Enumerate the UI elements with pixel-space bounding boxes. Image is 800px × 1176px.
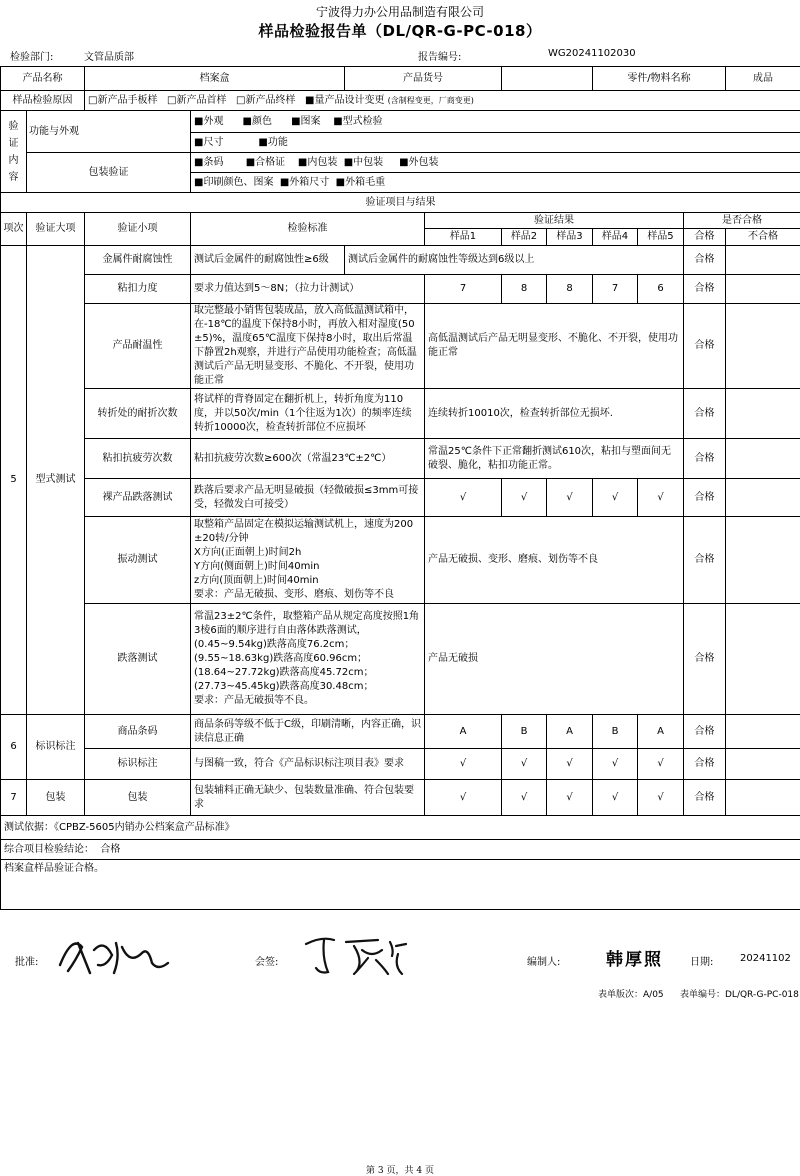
row-pass: 合格 xyxy=(684,715,726,749)
reason-opt-design-change: ■量产品设计变更 xyxy=(305,94,385,106)
row-standard: 将试样的背脊固定在翻折机上，转折角度为110度，并以50次/min（1个往返为1次）的频率连续转折10000次，检查转折部位不应损坏 xyxy=(191,389,425,439)
header-row-1 xyxy=(1,213,800,229)
row-sample-4: √ xyxy=(593,749,638,780)
row-sample-5: √ xyxy=(638,749,684,780)
product-code-value xyxy=(502,67,593,91)
row-pass: 合格 xyxy=(684,275,726,304)
group-seq-5: 5 xyxy=(1,246,27,715)
row-pass: 合格 xyxy=(684,604,726,715)
row-fail xyxy=(726,715,800,749)
row-standard: 要求力值达到5～8N；（拉力计测试） xyxy=(191,275,425,304)
row-minor: 标识标注 xyxy=(85,749,191,780)
row-standard: 测试后金属件的耐腐蚀性≥6级 xyxy=(191,246,345,275)
row-sample-3: √ xyxy=(547,749,593,780)
row-fail xyxy=(726,604,800,715)
conclusion-value: 合格 xyxy=(100,843,121,855)
results-title: 验证项目与结果 xyxy=(1,193,800,213)
row-sample-2: B xyxy=(502,715,547,749)
date-value: 20241102 xyxy=(740,953,791,964)
row-minor: 裸产品跌落测试 xyxy=(85,479,191,517)
conclusion-label: 综合项目检验结论： xyxy=(4,843,94,855)
row-sample-5: 6 xyxy=(638,275,684,304)
row-result-text: 产品无破损、变形、磨痕、划伤等不良 xyxy=(425,517,684,604)
row-sample-4: √ xyxy=(593,780,638,816)
row-fail xyxy=(726,517,800,604)
row-standard: 包装辅料正确无缺少、包装数量准确、符合包装要求 xyxy=(191,780,425,816)
header-sample-3: 样品3 xyxy=(547,229,593,246)
verify-pack-row-1 xyxy=(1,153,800,173)
table-row xyxy=(1,780,800,816)
form-version: 表单版次：A/05 xyxy=(598,990,664,1000)
approve-signature xyxy=(50,925,175,980)
header-sample-2: 样品2 xyxy=(502,229,547,246)
row-fail xyxy=(726,389,800,439)
row-result-text: 连续转折10010次，检查转折部位无损坏. xyxy=(425,389,684,439)
row-sample-1: √ xyxy=(425,780,502,816)
header-sample-1: 样品1 xyxy=(425,229,502,246)
row-fail xyxy=(726,479,800,517)
header-sample-4: 样品4 xyxy=(593,229,638,246)
verify-func-row-1 xyxy=(1,111,800,133)
table-row xyxy=(1,479,800,517)
table-row xyxy=(1,439,800,479)
table-row xyxy=(1,715,800,749)
header-result: 验证结果 xyxy=(425,213,684,229)
verify-content-label: 验证内容 xyxy=(1,111,27,193)
table-row xyxy=(1,304,800,389)
row-sample-2: √ xyxy=(502,749,547,780)
row-result-text: 产品无破损 xyxy=(425,604,684,715)
group-seq-7: 7 xyxy=(1,780,27,816)
dept-label: 检验部门: xyxy=(10,52,54,63)
row-sample-3: 8 xyxy=(547,275,593,304)
row-sample-5: √ xyxy=(638,479,684,517)
dept-value: 文管品质部 xyxy=(84,52,134,63)
page-number: 第 3 页，共 4 页 xyxy=(366,1166,434,1176)
row-sample-1: A xyxy=(425,715,502,749)
func-checks-2: ■尺寸 ■功能 xyxy=(191,133,800,153)
group-major-label: 标识标注 xyxy=(27,715,85,780)
row-standard: 常温23±2℃条件，取整箱产品从规定高度按照1角3棱6面的顺序进行自由落体跌落测试， (0.45~9.54kg)跌落高度76.2cm； (9.55~18.63kg)跌落高度60.96cm； (18.64~27.72kg)跌落高度45.72cm； (27.73~45.45kg)跌落高度30.48cm； 要求：产品无破损等不良。 xyxy=(191,604,425,715)
row-sample-3: √ xyxy=(547,479,593,517)
company-name: 宁波得力办公用品制造有限公司 xyxy=(315,5,484,19)
row-sample-2: √ xyxy=(502,780,547,816)
row-sample-2: 8 xyxy=(502,275,547,304)
conclusion-text: 档案盒样品验证合格。 xyxy=(1,860,800,910)
row-minor: 跌落测试 xyxy=(85,604,191,715)
row-standard: 粘扣抗疲劳次数≥600次（常温23℃±2℃） xyxy=(191,439,425,479)
row-pass: 合格 xyxy=(684,780,726,816)
row-sample-1: 7 xyxy=(425,275,502,304)
reason-row xyxy=(1,91,800,111)
row-standard: 与图稿一致，符合《产品标识标注项目表》要求 xyxy=(191,749,425,780)
pack-verify-label: 包装验证 xyxy=(27,153,191,193)
row-result-text: 测试后金属件的耐腐蚀性等级达到6级以上 xyxy=(345,246,684,275)
row-fail xyxy=(726,304,800,389)
row-sample-1: √ xyxy=(425,479,502,517)
group-seq-6: 6 xyxy=(1,715,27,780)
row-minor: 商品条码 xyxy=(85,715,191,749)
header-qualified: 是否合格 xyxy=(684,213,800,229)
row-minor: 产品耐温性 xyxy=(85,304,191,389)
countersign-label: 会签: xyxy=(255,957,279,968)
row-pass: 合格 xyxy=(684,439,726,479)
report-no-label: 报告编号: xyxy=(418,52,462,63)
row-minor: 金属件耐腐蚀性 xyxy=(85,246,191,275)
row-minor: 粘扣抗疲劳次数 xyxy=(85,439,191,479)
row-pass: 合格 xyxy=(684,749,726,780)
table-row xyxy=(1,517,800,604)
row-fail xyxy=(726,246,800,275)
row-sample-5: √ xyxy=(638,780,684,816)
row-sample-4: B xyxy=(593,715,638,749)
reason-label: 样品检验原因 xyxy=(1,91,85,111)
row-sample-2: √ xyxy=(502,479,547,517)
conclusion-text-row xyxy=(1,860,800,910)
row-fail xyxy=(726,780,800,816)
inspection-table xyxy=(0,66,800,910)
header-major: 验证大项 xyxy=(27,213,85,246)
results-title-row xyxy=(1,193,800,213)
row-minor: 包装 xyxy=(85,780,191,816)
row-standard: 商品条码等级不低于C级，印刷清晰，内容正确，识读信息正确 xyxy=(191,715,425,749)
part-name-label: 零件/物料名称 xyxy=(593,67,726,91)
reason-opt-first-sample: □新产品首样 xyxy=(167,94,227,106)
conclusion xyxy=(1,840,800,860)
pack-checks-1: ■条码 ■合格证 ■内包装 ■中包装 ■外包装 xyxy=(191,153,800,173)
row-pass: 合格 xyxy=(684,517,726,604)
row-standard: 跌落后要求产品无明显破损（轻微破损≤3mm可接受，轻微发白可接受） xyxy=(191,479,425,517)
row-sample-4: 7 xyxy=(593,275,638,304)
editor-signature: 韩厚照 xyxy=(606,950,663,970)
editor-label: 编制人: xyxy=(527,957,561,968)
form-number: 表单编号：DL/QR-G-PC-018 xyxy=(680,990,799,1000)
row-minor: 转折处的耐折次数 xyxy=(85,389,191,439)
table-row xyxy=(1,275,800,304)
row-standard: 取完整最小销售包装成品，放入高低温测试箱中，在-18℃的温度下保持8小时，再放入相对湿度(50±5)%，温度65℃温度下保持8小时，取出后常温下静置2h观察，并进行产品使用功能检查；高低温测试后产品无明显变形、不脆化、不开裂，使用功能正常 xyxy=(191,304,425,389)
row-standard: 取整箱产品固定在模拟运输测试机上，速度为200±20转/分钟 X方向(正面朝上)时间2h Y方向(侧面朝上)时间40min z方向(顶面朝上)时间40min 要求：产品无破损、变形、磨痕、划伤等不良 xyxy=(191,517,425,604)
product-name-value: 档案盒 xyxy=(85,67,345,91)
countersign-signature xyxy=(298,928,413,980)
report-no-value: WG20241102030 xyxy=(548,48,636,59)
row-result-text: 常温25℃条件下正常翻折测试610次，粘扣与塑面间无破裂、脆化，粘扣功能正常。 xyxy=(425,439,684,479)
pack-checks-2: ■印刷颜色、图案 ■外箱尺寸 ■外箱毛重 xyxy=(191,173,800,193)
row-sample-5: A xyxy=(638,715,684,749)
test-basis-row xyxy=(1,816,800,840)
date-label: 日期: xyxy=(690,957,714,968)
func-appearance-label: 功能与外观 xyxy=(27,111,191,153)
row-pass: 合格 xyxy=(684,479,726,517)
row-sample-3: A xyxy=(547,715,593,749)
row-minor: 粘扣力度 xyxy=(85,275,191,304)
header-pass: 合格 xyxy=(684,229,726,246)
row-result-text: 高低温测试后产品无明显变形、不脆化、不开裂，使用功能正常 xyxy=(425,304,684,389)
product-row xyxy=(1,67,800,91)
group-major-packaging: 包装 xyxy=(27,780,85,816)
row-pass: 合格 xyxy=(684,246,726,275)
row-fail xyxy=(726,749,800,780)
conclusion-row xyxy=(1,840,800,860)
table-row xyxy=(1,246,800,275)
report-title: 样品检验报告单（DL/QR-G-PC-018） xyxy=(258,22,542,40)
row-pass: 合格 xyxy=(684,304,726,389)
row-sample-3: √ xyxy=(547,780,593,816)
reason-opt-final-sample: □新产品终样 xyxy=(236,94,296,106)
test-basis: 测试依据：《CPBZ-5605内销办公档案盒产品标准》 xyxy=(1,816,800,840)
row-pass: 合格 xyxy=(684,389,726,439)
row-minor: 振动测试 xyxy=(85,517,191,604)
header-sample-5: 样品5 xyxy=(638,229,684,246)
reason-opt-prototype: □新产品手板样 xyxy=(88,94,158,106)
part-name-value: 成品 xyxy=(726,67,800,91)
header-fail: 不合格 xyxy=(726,229,800,246)
reason-options xyxy=(85,91,800,111)
table-row xyxy=(1,604,800,715)
row-sample-4: √ xyxy=(593,479,638,517)
product-name-label: 产品名称 xyxy=(1,67,85,91)
row-fail xyxy=(726,439,800,479)
reason-opt-note: (含制程变更，厂商变更) xyxy=(387,95,474,105)
row-sample-1: √ xyxy=(425,749,502,780)
table-row xyxy=(1,749,800,780)
table-row xyxy=(1,389,800,439)
approve-label: 批准: xyxy=(15,957,39,968)
func-checks-1: ■外观 ■颜色 ■图案 ■型式检验 xyxy=(191,111,800,133)
header-seq: 项次 xyxy=(1,213,27,246)
row-fail xyxy=(726,275,800,304)
group-major-type-test: 型式测试 xyxy=(27,246,85,715)
header-standard: 检验标准 xyxy=(191,213,425,246)
product-code-label: 产品货号 xyxy=(345,67,502,91)
header-minor: 验证小项 xyxy=(85,213,191,246)
